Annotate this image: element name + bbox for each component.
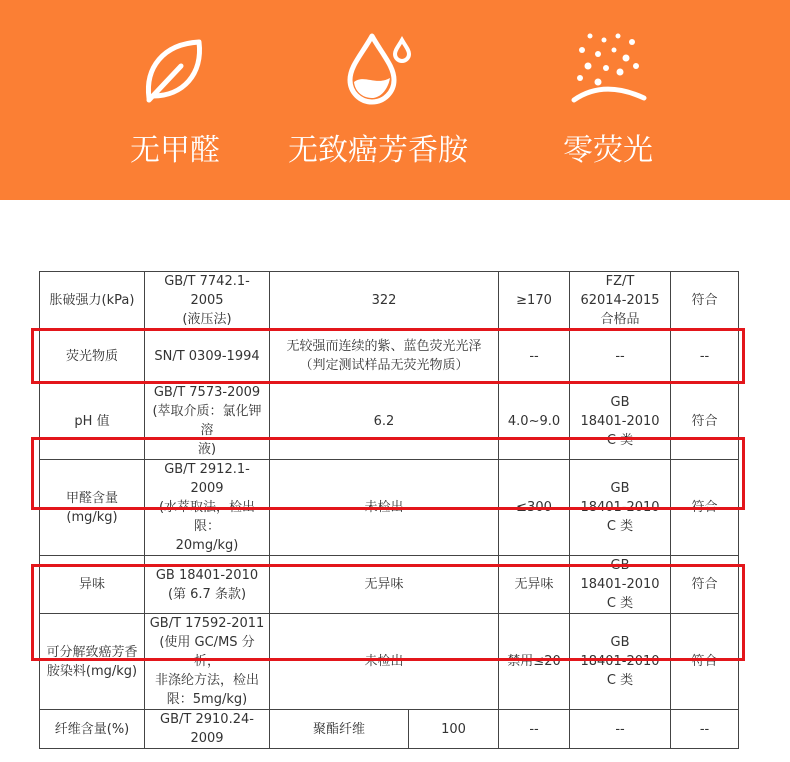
test-item-cell: 纤维含量(%) bbox=[40, 710, 145, 749]
reference-standard-cell: GB 18401-2010 C 类 bbox=[570, 460, 671, 556]
test-result-cell: 无异味 bbox=[270, 556, 499, 614]
standard-value-cell: 4.0~9.0 bbox=[499, 383, 570, 460]
table-row bbox=[40, 272, 739, 330]
test-item-cell: 荧光物质 bbox=[40, 330, 145, 383]
standard-value-cell: 禁用≤20 bbox=[499, 614, 570, 710]
reference-standard-cell: GB 18401-2010 C 类 bbox=[570, 383, 671, 460]
test-result-cell: 无较强而连续的紫、蓝色荧光光泽 （判定测试样品无荧光物质） bbox=[270, 330, 499, 383]
verdict-cell: 符合 bbox=[671, 614, 739, 710]
test-method-cell: GB/T 7573-2009 (萃取介质：氯化钾溶 液) bbox=[145, 383, 270, 460]
water-drop-icon bbox=[338, 28, 418, 108]
feature-label: 无致癌芳香胺 bbox=[288, 133, 468, 168]
test-item-cell: pH 值 bbox=[40, 383, 145, 460]
test-method-cell: GB/T 17592-2011 (使用 GC/MS 分析， 非涤纶方法，检出 限：5mg/kg) bbox=[145, 614, 270, 710]
verdict-cell: 符合 bbox=[671, 556, 739, 614]
test-method-cell: GB/T 2912.1-2009 (水萃取法，检出限： 20mg/kg) bbox=[145, 460, 270, 556]
reference-standard-cell: FZ/T 62014-2015 合格品 bbox=[570, 272, 671, 330]
verdict-cell: 符合 bbox=[671, 383, 739, 460]
feature-banner bbox=[0, 0, 790, 200]
standard-value-cell: -- bbox=[499, 710, 570, 749]
feature-label: 无甲醛 bbox=[130, 133, 220, 168]
test-result-cell: 未检出 bbox=[270, 460, 499, 556]
test-item-cell: 可分解致癌芳香 胺染料(mg/kg) bbox=[40, 614, 145, 710]
reference-standard-cell: -- bbox=[570, 710, 671, 749]
leaf-icon bbox=[135, 28, 215, 108]
feature-label: 零荧光 bbox=[563, 133, 653, 168]
fiber-type-cell: 聚酯纤维 bbox=[270, 710, 409, 749]
highlight-box-formaldehyde bbox=[31, 437, 745, 510]
fluorescence-dots-icon bbox=[568, 28, 648, 108]
standard-value-cell: 无异味 bbox=[499, 556, 570, 614]
test-method-cell: SN/T 0309-1994 bbox=[145, 330, 270, 383]
reference-standard-cell: GB 18401-2010 C 类 bbox=[570, 556, 671, 614]
test-method-cell: GB 18401-2010 (第 6.7 条款) bbox=[145, 556, 270, 614]
test-method-cell: GB/T 2910.24-2009 bbox=[145, 710, 270, 749]
verdict-cell: 符合 bbox=[671, 460, 739, 556]
highlight-box-aromatic-amine bbox=[31, 564, 745, 661]
standard-value-cell: -- bbox=[499, 330, 570, 383]
test-result-cell: 6.2 bbox=[270, 383, 499, 460]
standard-value-cell: ≥170 bbox=[499, 272, 570, 330]
test-method-cell: GB/T 7742.1-2005 (液压法) bbox=[145, 272, 270, 330]
feature-no-fluorescence bbox=[488, 28, 728, 170]
test-result-cell: 未检出 bbox=[270, 614, 499, 710]
verdict-cell: -- bbox=[671, 710, 739, 749]
verdict-cell: 符合 bbox=[671, 272, 739, 330]
standard-value-cell: ≤300 bbox=[499, 460, 570, 556]
fiber-content-cell: 100 bbox=[409, 710, 499, 749]
reference-standard-cell: GB 18401-2010 C 类 bbox=[570, 614, 671, 710]
test-item-cell: 异味 bbox=[40, 556, 145, 614]
test-item-cell: 胀破强力(kPa) bbox=[40, 272, 145, 330]
verdict-cell: -- bbox=[671, 330, 739, 383]
highlight-box-fluorescence bbox=[31, 328, 745, 384]
test-item-cell: 甲醛含量 (mg/kg) bbox=[40, 460, 145, 556]
table-row bbox=[40, 710, 739, 749]
feature-no-aromatic-amine bbox=[258, 28, 498, 170]
test-result-cell: 322 bbox=[270, 272, 499, 330]
reference-standard-cell: -- bbox=[570, 330, 671, 383]
